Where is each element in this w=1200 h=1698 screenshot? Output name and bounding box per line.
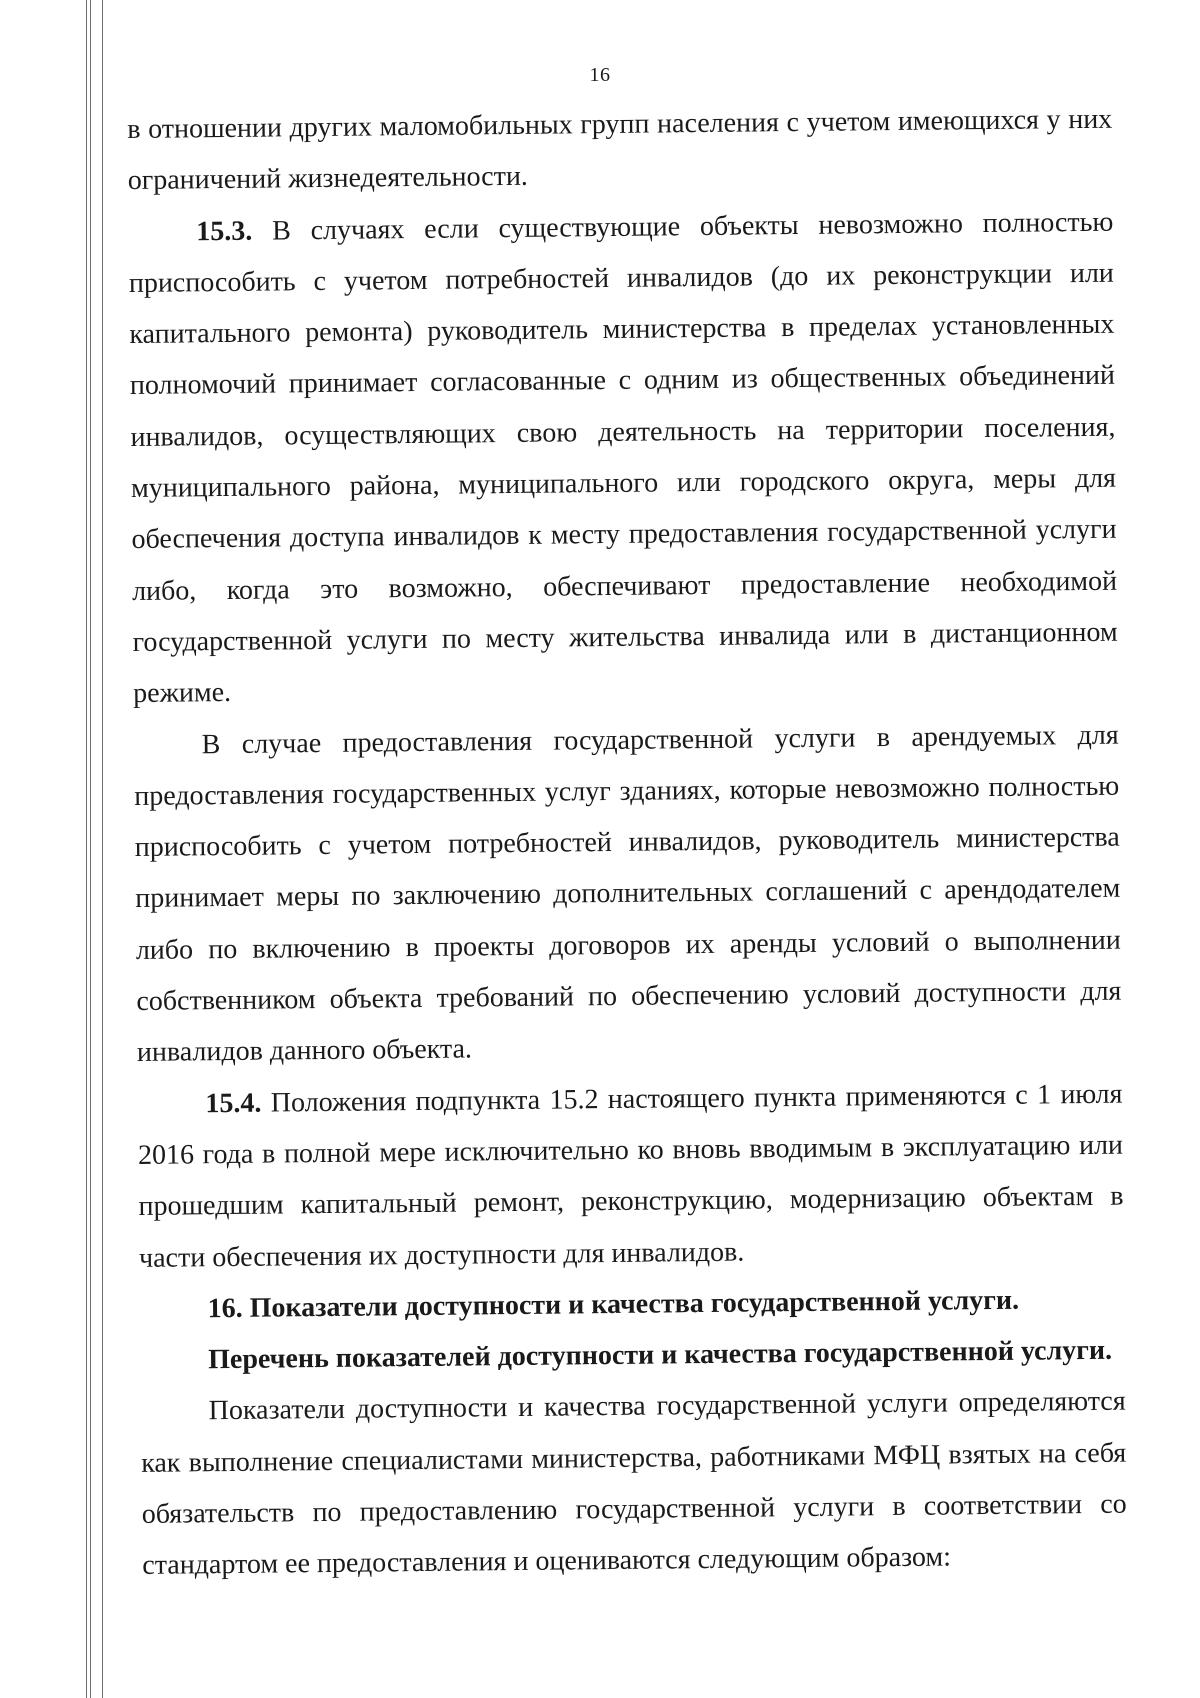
clause-number: 15.4. <box>205 1087 262 1119</box>
paragraph-15-3 <box>128 196 1118 719</box>
clause-text: В случаях если существующие объекты невозможно полностью приспособить с учетом потребностей инвалидов (до их реконструкции или капитального ремонта) руководитель министерства в пределах установленных полномочий принимает согласованные с одним из общественных объединений инвалидов, осуществляющих свою деятельность на территории поселения, муниципального района, муниципального или городского округа, меры для обеспечения доступа инвалидов к месту предоставления государственной услуги либо, когда это возможно, обеспечивают предоставление необходимой государственной услуги по месту жительства инвалида или в дистанционном режиме. <box>128 206 1118 710</box>
clause-number: 15.3. <box>196 215 253 247</box>
paragraph-15-4 <box>137 1068 1124 1283</box>
paragraph-continuation: в отношении других маломобильных групп населения с учетом имеющихся у них ограничений жизнедеятельности. <box>127 103 1113 197</box>
paragraph-indicators: Показатели доступности и качества государственной услуги определяются как выполнение специалистами министерства, работниками МФЦ взятых на себя обязательств по предоставлению государственной услуги в соответствии со стандартом ее предоставления и оцениваются следующим образом: <box>141 1386 1127 1582</box>
binding-edge-line <box>90 0 91 1698</box>
paragraph-lease: В случае предоставления государственной услуги в арендуемых для предоставления государственных услуг зданиях, которые невозможно полностью приспособить с учетом потребностей инвалидов, руководитель министерства принимает меры по заключению дополнительных соглашений с арендодателем либо по включению в проекты договоров их аренды условий о выполнении собственником объекта требований по обеспечению условий доступности для инвалидов данного объекта. <box>134 719 1122 1069</box>
clause-text: Положения подпункта 15.2 настоящего пункта применяются с 1 июля 2016 года в полной мере исключительно ко вновь вводимым в эксплуатацию или прошедшим капитальный ремонт, реконструкцию, модернизацию объектам в части обеспечения их доступности для инвалидов. <box>137 1078 1124 1274</box>
section-heading-16: 16. Показатели доступности и качества государственной услуги. <box>207 1284 1020 1325</box>
subsection-heading: Перечень показателей доступности и качества государственной услуги. <box>207 1334 1113 1376</box>
binding-edge-line <box>86 0 87 1698</box>
page-number: 16 <box>589 64 611 86</box>
binding-edge-line <box>102 0 103 1698</box>
document-body <box>127 94 1128 1592</box>
